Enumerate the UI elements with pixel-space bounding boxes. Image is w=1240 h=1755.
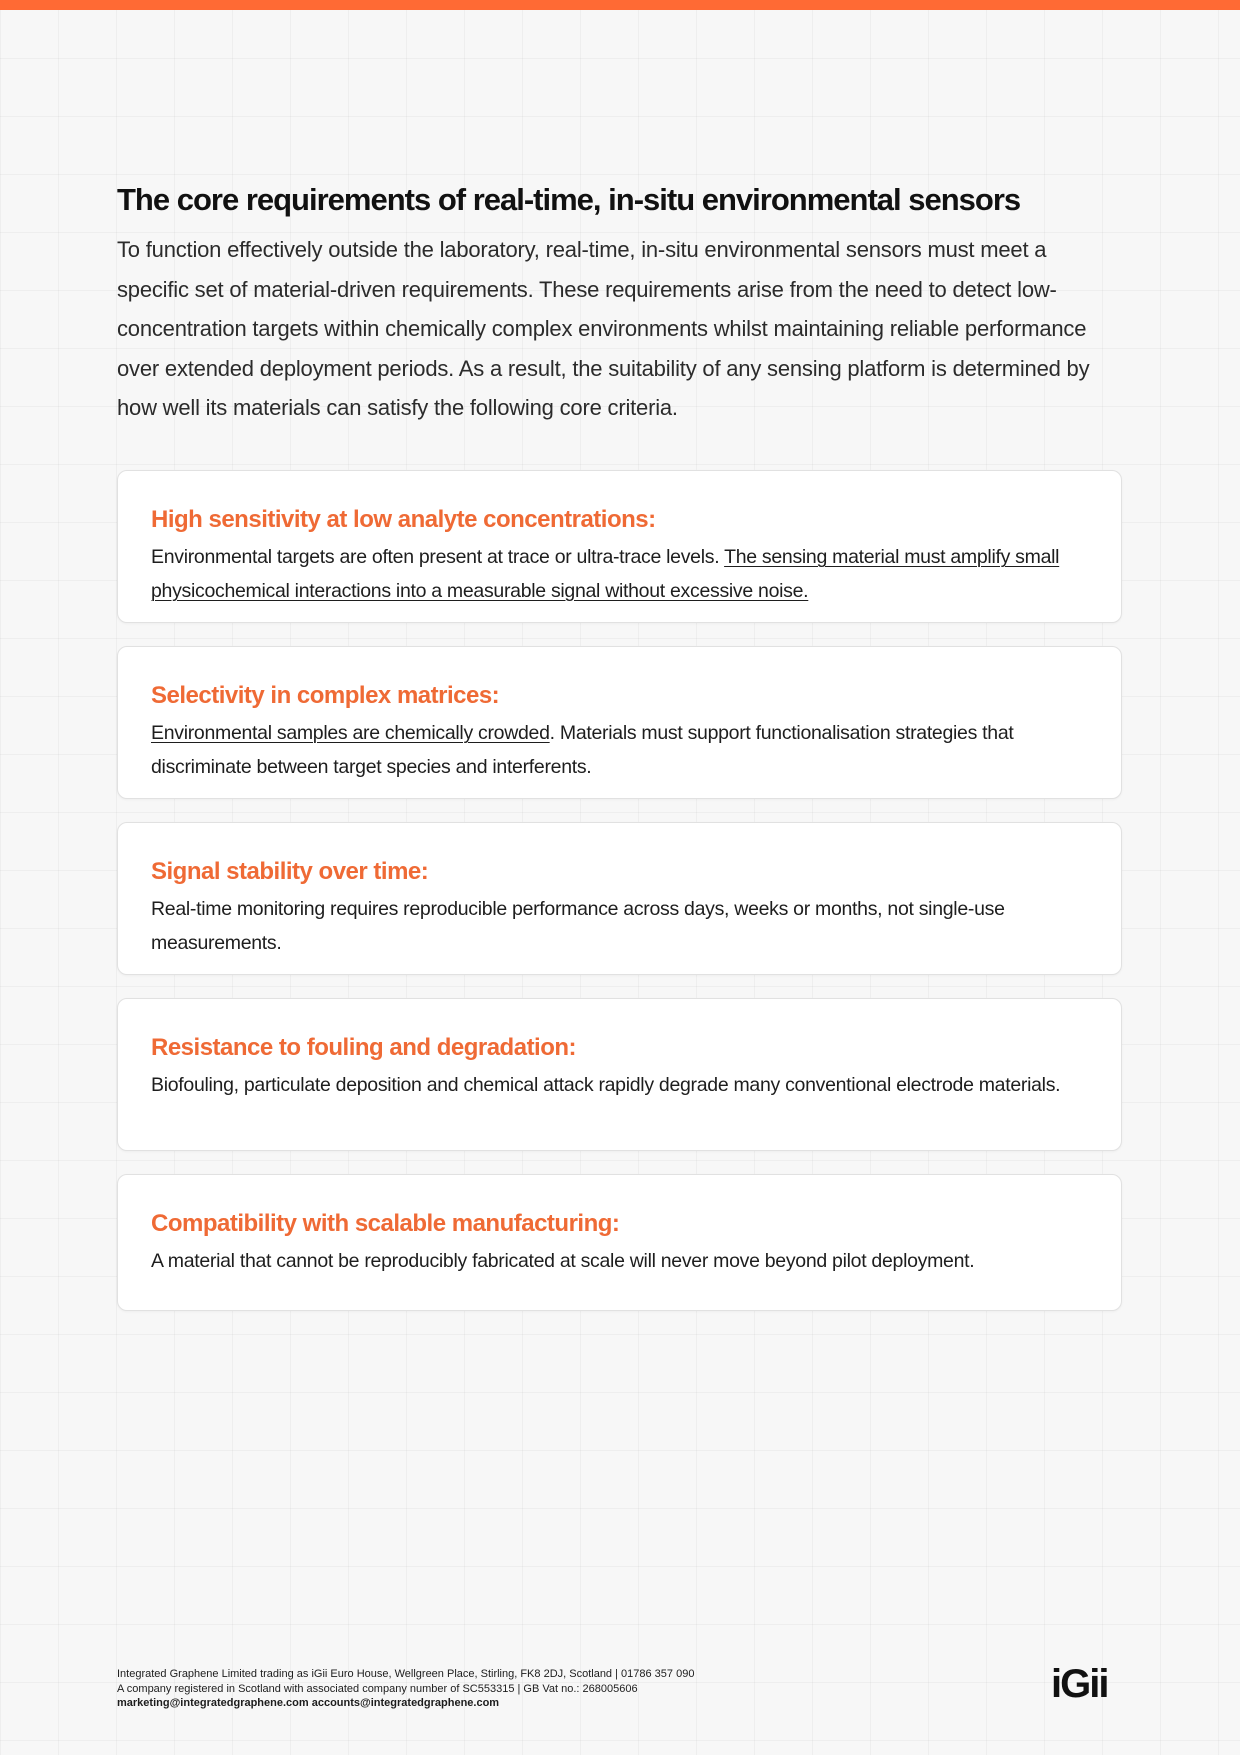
card-title: Compatibility with scalable manufacturing: xyxy=(151,1210,620,1237)
page-title: The core requirements of real-time, in-situ environmental sensors xyxy=(117,182,1021,217)
igii-logo: iGii xyxy=(1051,1662,1108,1706)
footer-address: Integrated Graphene Limited trading as iGii Euro House, Wellgreen Place, Stirling, FK8 2DJ, Scotland | 01786 357 090 xyxy=(117,1668,695,1680)
card-body xyxy=(151,1245,1087,1279)
card-selectivity xyxy=(117,646,1122,799)
card-text: Biofouling, particulate deposition and chemical attack rapidly degrade many conventional electrode materials. xyxy=(151,1074,1061,1096)
card-link-text[interactable]: Environmental samples are chemically crowded xyxy=(151,722,550,744)
card-text: Real-time monitoring requires reproducible performance across days, weeks or months, not single-use measurements. xyxy=(151,898,1005,954)
card-title: Selectivity in complex matrices: xyxy=(151,682,500,709)
footer-registration: A company registered in Scotland with associated company number of SC553315 | GB Vat no.: 268005606 xyxy=(117,1682,638,1695)
card-body xyxy=(151,1069,1087,1103)
card-title: Resistance to fouling and degradation: xyxy=(151,1034,577,1061)
card-stability xyxy=(117,822,1122,975)
card-body xyxy=(151,893,1087,960)
card-sensitivity xyxy=(117,470,1122,623)
card-body xyxy=(151,541,1087,608)
card-title: Signal stability over time: xyxy=(151,858,429,885)
card-text: A material that cannot be reproducibly fabricated at scale will never move beyond pilot deployment. xyxy=(151,1250,975,1272)
footer xyxy=(117,1667,694,1711)
card-title: High sensitivity at low analyte concentrations: xyxy=(151,506,656,533)
card-text-after: . Materials must support functionalisation strategies that discriminate between target species and interferents. xyxy=(151,722,1014,778)
main-content xyxy=(117,178,1123,428)
card-link-text[interactable]: The sensing material must amplify small physicochemical interactions into a measurable signal without excessive noise. xyxy=(151,546,1060,602)
footer-emails[interactable]: marketing@integratedgraphene.com accounts@integratedgraphene.com xyxy=(117,1697,500,1709)
top-accent-bar xyxy=(0,0,1240,10)
card-body xyxy=(151,717,1087,784)
card-fouling xyxy=(117,998,1122,1151)
card-manufacturing xyxy=(117,1174,1122,1311)
intro-paragraph: To function effectively outside the laboratory, real-time, in-situ environmental sensors must meet a specific set of material-driven requirements. These requirements arise from the need to detect low-concentration targets within chemically complex environments whilst maintaining reliable performance over extended deployment periods. As a result, the suitability of any sensing platform is determined by how well its materials can satisfy the following core criteria. xyxy=(117,237,1090,420)
card-text: Environmental targets are often present at trace or ultra-trace levels. xyxy=(151,546,725,568)
requirements-list xyxy=(117,470,1122,1334)
